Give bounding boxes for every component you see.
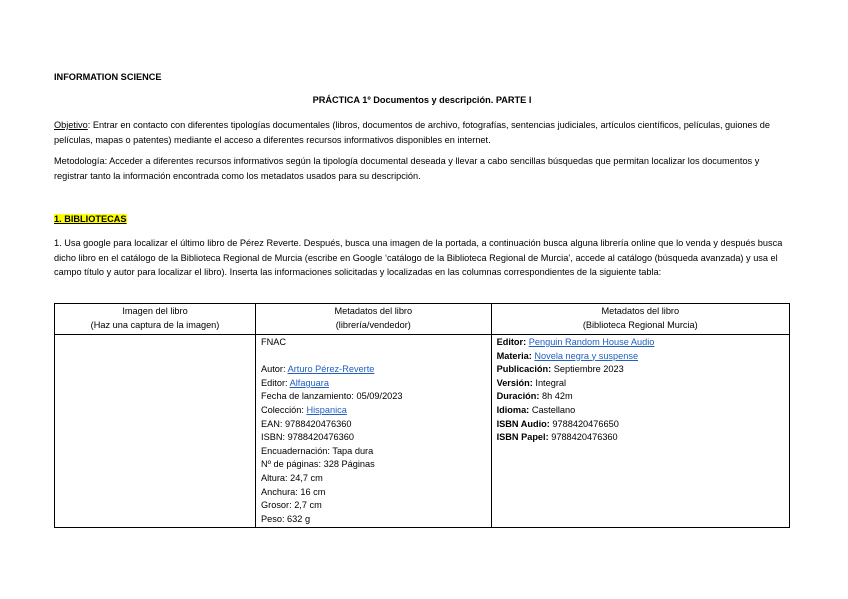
vendor-peso: Peso: 632 g <box>261 513 311 524</box>
header-image-column <box>55 304 256 335</box>
library-publicacion: Publicación: Septiembre 2023 <box>496 364 624 375</box>
objective-text: : Entrar en contacto con diferentes tipologías documentales (libros, documentos de archivo, fotografías, sentencias judiciales, artículos científicos, películas, guiones de películas, mapas o patentes) mediante el acceso a diferentes recursos informativos disponibles en internet. <box>54 120 771 145</box>
course-heading: INFORMATION SCIENCE <box>54 72 162 82</box>
vendor-anchura: Anchura: 16 cm <box>261 486 326 497</box>
objective-paragraph <box>54 118 790 147</box>
library-editor: Editor: Penguin Random House Audio <box>496 337 655 347</box>
vendor-isbn: ISBN: 9788420476360 <box>261 432 354 443</box>
header-vendor-column <box>256 304 492 335</box>
question-paragraph: 1. Usa google para localizar el último libro de Pérez Reverte. Después, busca una imagen de la portada, a continuación busca alguna librería online que lo venda y después busca dicho libro en el catálogo de la Biblioteca Regional de Murcia (escribe en Google ‘catálogo de la Biblioteca Regional de Murcia’, accede al catálogo (búsqueda avanzada) y usa el campo título y autor para localizar el libro). Inserta las informaciones solicitadas y localizadas en las columnas correspondientes de la siguiente tabla: <box>54 238 783 277</box>
materia-link[interactable]: Novela negra y suspense <box>534 350 639 361</box>
library-materia: Materia: Novela negra y suspense <box>496 350 639 361</box>
objective-label: Objetivo <box>54 120 88 130</box>
header-library-column <box>491 304 789 335</box>
vendor-encuadernacion: Encuadernación: Tapa dura <box>261 445 374 456</box>
practice-title: PRÁCTICA 1º Documentos y descripción. PARTE I <box>312 95 532 105</box>
table-row <box>55 335 790 528</box>
library-isbn-audio: ISBN Audio: 9788420476650 <box>496 418 619 429</box>
section-heading <box>54 214 127 224</box>
coleccion-link[interactable]: Hispanica <box>306 404 347 415</box>
autor-link[interactable]: Arturo Pérez-Reverte <box>287 364 375 375</box>
editor-link[interactable]: Alfaguara <box>289 377 329 388</box>
vendor-altura: Altura: 24,7 cm <box>261 472 323 483</box>
header-line1: Imagen del libro <box>122 306 188 316</box>
library-editor-link[interactable]: Penguin Random House Audio <box>528 337 655 347</box>
vendor-ean: EAN: 9788420476360 <box>261 418 352 429</box>
library-duracion: Duración: 8h 42m <box>496 391 573 402</box>
vendor-coleccion: Colección: Hispanica <box>261 404 347 415</box>
header-line2: (librería/vendedor) <box>335 319 411 330</box>
methodology-paragraph: Metodología: Acceder a diferentes recursos informativos según la tipología documental deseada y llevar a cabo sencillas búsquedas que permitan localizar los documentos y registrar tanto la información encontrada como los metadatos usados para su descripción. <box>54 156 760 181</box>
vendor-editor: Editor: Alfaguara <box>261 377 329 388</box>
vendor-fecha: Fecha de lanzamiento: 05/09/2023 <box>261 391 403 402</box>
library-metadata-cell <box>491 335 789 528</box>
vendor-paginas: Nº de páginas: 328 Páginas <box>261 459 375 470</box>
header-line2: (Biblioteca Regional Murcia) <box>582 319 698 330</box>
vendor-name: FNAC <box>261 337 287 347</box>
metadata-table <box>54 303 790 528</box>
header-line2: (Haz una captura de la imagen) <box>90 319 220 330</box>
header-line1: Metadatos del libro <box>601 306 680 316</box>
vendor-autor: Autor: Arturo Pérez-Reverte <box>261 364 375 375</box>
header-line1: Metadatos del libro <box>334 306 413 316</box>
table-header-row <box>55 304 790 335</box>
library-version: Versión: Integral <box>496 377 567 388</box>
library-isbn-papel: ISBN Papel: 9788420476360 <box>496 432 618 443</box>
section-title: 1. BIBLIOTECAS <box>54 214 127 224</box>
library-idioma: Idioma: Castellano <box>496 404 576 415</box>
image-cell[interactable] <box>55 335 256 528</box>
vendor-metadata-cell <box>256 335 492 528</box>
vendor-grosor: Grosor: 2,7 cm <box>261 500 322 511</box>
